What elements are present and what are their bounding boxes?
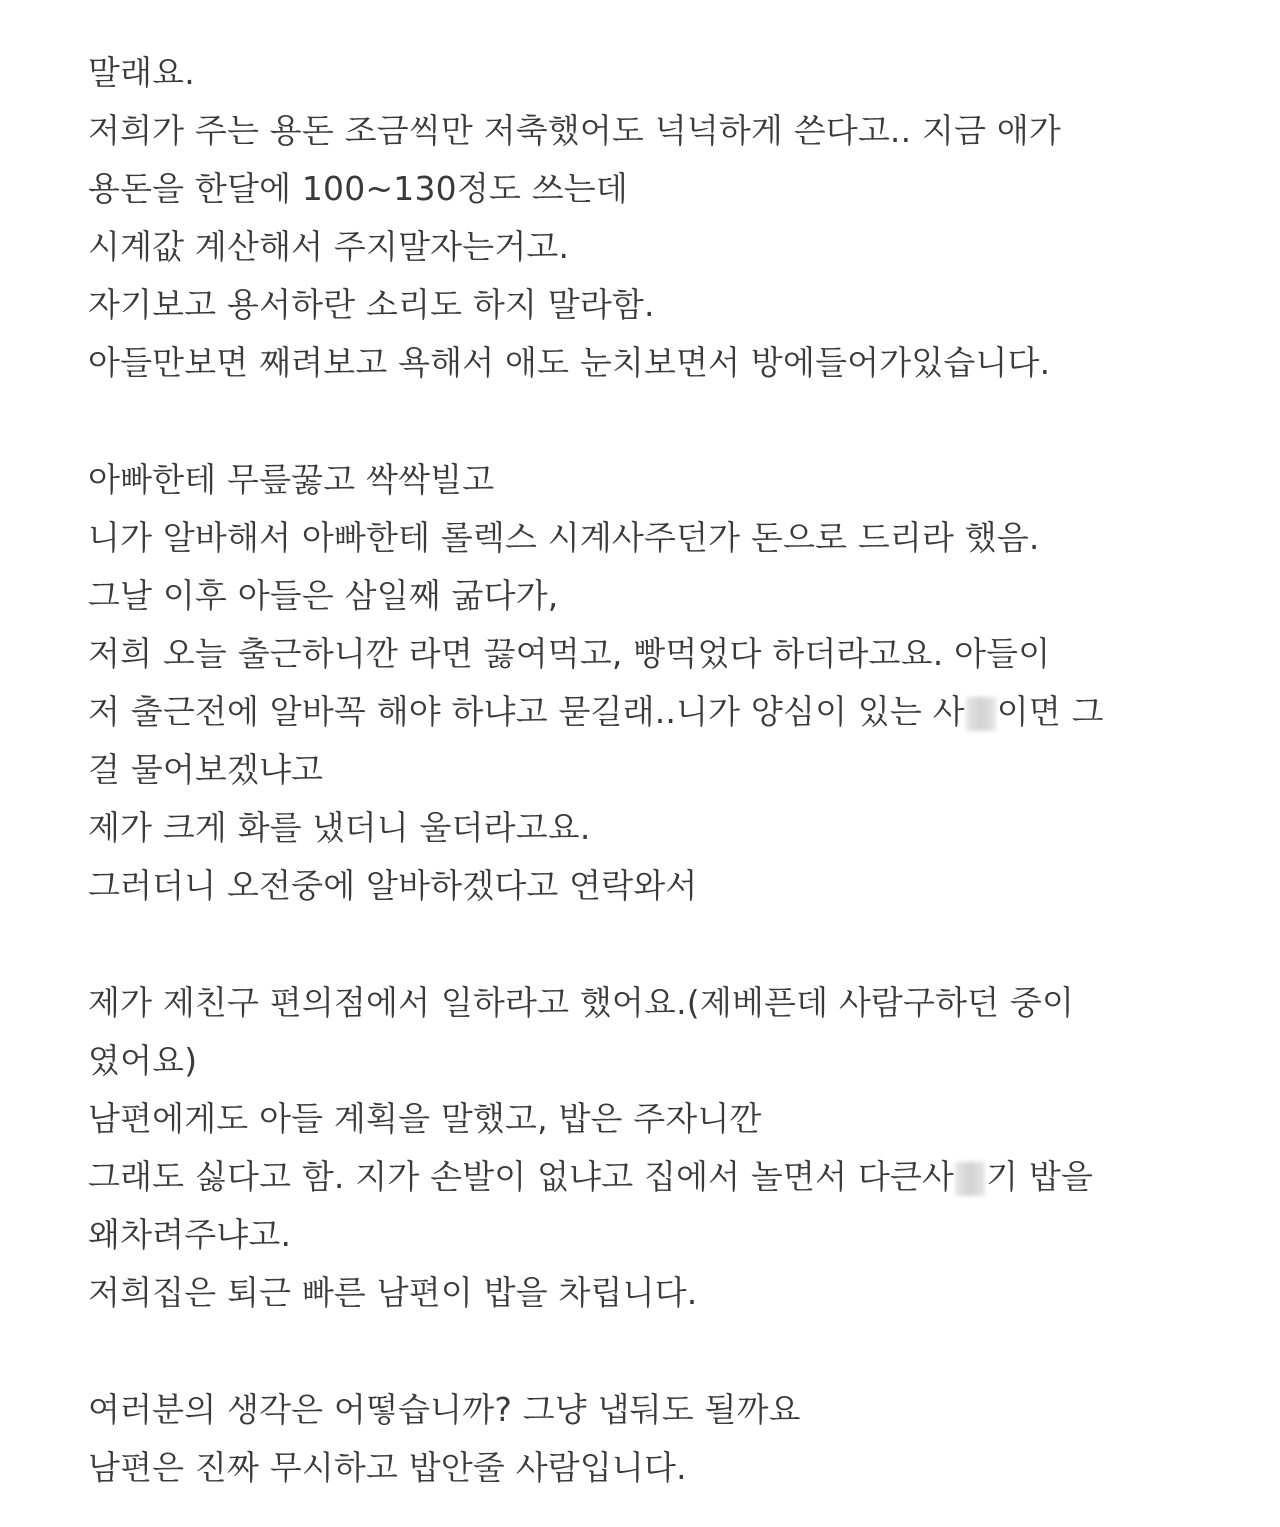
paragraph-gap [88, 915, 1208, 974]
post-body [88, 44, 1208, 1497]
text-line: 남편은 진짜 무시하고 밥안줄 사람입니다. [88, 1448, 687, 1487]
text-line: 여러분의 생각은 어떻습니까? 그냥 냅둬도 될까요 [88, 1390, 801, 1429]
text-line: 남편에게도 아들 계획을 말했고, 밥은 주자니깐 [88, 1099, 762, 1138]
text-line: 저희가 주는 용돈 조금씩만 저축했어도 넉넉하게 쓴다고.. 지금 애가 [88, 111, 1062, 150]
text-line: 아들만보면 째려보고 욕해서 애도 눈치보면서 방에들어가있습니다. [88, 343, 1051, 382]
text-line: 저희 오늘 출근하니깐 라면 끓여먹고, 빵먹었다 하더라고요. 아들이 [88, 634, 1051, 673]
text-line: 시계값 계산해서 주지말자는거고. [88, 227, 570, 266]
paragraph-gap [88, 1322, 1208, 1381]
text-line: 자기보고 용서하란 소리도 하지 말라함. [88, 285, 655, 324]
text-line: 왜차려주냐고. [88, 1215, 292, 1254]
text-segment: 저 출근전에 알바꼭 해야 하냐고 묻길래..니가 양심이 있는 사 [88, 692, 965, 731]
text-segment: 이면 그 [996, 692, 1104, 731]
text-line: 아빠한테 무릎꿇고 싹싹빌고 [88, 460, 495, 499]
text-line: 그날 이후 아들은 삼일째 굶다가, [88, 576, 559, 615]
text-line: 걸 물어보겠냐고 [88, 750, 324, 789]
censor-blur [955, 1162, 985, 1196]
text-line: 그러더니 오전중에 알바하겠다고 연락와서 [88, 866, 698, 905]
text-line: 저희집은 퇴근 빠른 남편이 밥을 차립니다. [88, 1273, 698, 1312]
text-line: 였어요) [88, 1041, 198, 1080]
text-line: 용돈을 한달에 100~130정도 쓰는데 [88, 169, 628, 208]
text-line: 말래요. [88, 53, 195, 92]
paragraph-gap [88, 392, 1208, 451]
text-segment: 그래도 싫다고 함. 지가 손발이 없냐고 집에서 놀면서 다큰사 [88, 1157, 955, 1196]
text-line: 니가 알바해서 아빠한테 롤렉스 시계사주던가 돈으로 드리라 했음. [88, 518, 1040, 557]
text-line [88, 683, 1208, 741]
text-line: 제가 크게 화를 냈더니 울더라고요. [88, 808, 591, 847]
text-segment: 기 밥을 [986, 1157, 1094, 1196]
censor-blur [966, 697, 996, 731]
text-line [88, 1148, 1208, 1206]
text-line: 제가 제친구 편의점에서 일하라고 했어요.(제베픈데 사람구하던 중이 [88, 983, 1075, 1022]
